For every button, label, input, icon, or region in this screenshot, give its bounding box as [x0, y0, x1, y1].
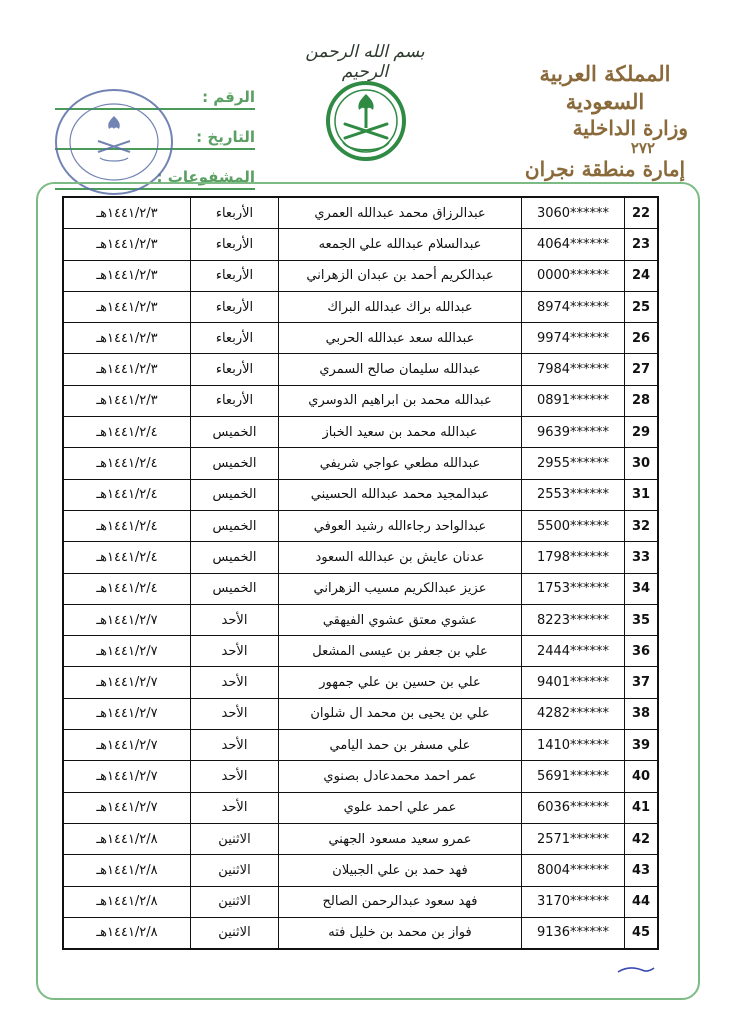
- ministry-code: ٢٧٢: [630, 139, 655, 157]
- national-id-cell: 2444******: [522, 636, 625, 667]
- basmala: بسم الله الرحمن الرحيم: [305, 42, 425, 82]
- person-name-cell: عمر علي احمد علوي: [279, 792, 522, 823]
- ref-attachments-label: المشفوعات :: [156, 168, 255, 186]
- national-id-cell: 3060******: [522, 197, 625, 229]
- national-id-cell: 8004******: [522, 855, 625, 886]
- hijri-date-cell: ١٤٤١/٢/٧هـ: [63, 636, 191, 667]
- table-row: [63, 260, 658, 291]
- day-name-cell: الأربعاء: [191, 260, 279, 291]
- national-id-cell: 3170******: [522, 886, 625, 917]
- person-name-cell: عبدالله سعد عبدالله الحربي: [279, 323, 522, 354]
- person-name-cell: عمر احمد محمدعادل بصنوي: [279, 761, 522, 792]
- table-row: [63, 823, 658, 854]
- day-name-cell: الأربعاء: [191, 291, 279, 322]
- day-name-cell: الأحد: [191, 667, 279, 698]
- national-id-cell: 2553******: [522, 479, 625, 510]
- national-id-cell: 5500******: [522, 510, 625, 541]
- table-row: [63, 855, 658, 886]
- national-id-cell: 6036******: [522, 792, 625, 823]
- hijri-date-cell: ١٤٤١/٢/٧هـ: [63, 792, 191, 823]
- hijri-date-cell: ١٤٤١/٢/٨هـ: [63, 823, 191, 854]
- row-number-cell: 25: [625, 291, 659, 322]
- hijri-date-cell: ١٤٤١/٢/٣هـ: [63, 385, 191, 416]
- row-number-cell: 27: [625, 354, 659, 385]
- row-number-cell: 41: [625, 792, 659, 823]
- ref-date-label: التاريخ :: [196, 128, 255, 146]
- ministry-title: وزارة الداخلية: [572, 116, 688, 140]
- table-row: [63, 792, 658, 823]
- person-name-cell: عبدالكريم أحمد بن عبدان الزهراني: [279, 260, 522, 291]
- row-number-cell: 34: [625, 573, 659, 604]
- day-name-cell: الأربعاء: [191, 229, 279, 260]
- day-name-cell: الخميس: [191, 479, 279, 510]
- row-number-cell: 22: [625, 197, 659, 229]
- table-row: [63, 417, 658, 448]
- national-id-cell: 4282******: [522, 698, 625, 729]
- row-number-cell: 24: [625, 260, 659, 291]
- row-number-cell: 28: [625, 385, 659, 416]
- hijri-date-cell: ١٤٤١/٢/٤هـ: [63, 417, 191, 448]
- table-row: [63, 448, 658, 479]
- table-row: [63, 636, 658, 667]
- national-id-cell: 2955******: [522, 448, 625, 479]
- national-id-cell: 9974******: [522, 323, 625, 354]
- national-id-cell: 9401******: [522, 667, 625, 698]
- row-number-cell: 39: [625, 730, 659, 761]
- row-number-cell: 36: [625, 636, 659, 667]
- national-id-cell: 9639******: [522, 417, 625, 448]
- hijri-date-cell: ١٤٤١/٢/٣هـ: [63, 291, 191, 322]
- signature-mark: [616, 964, 656, 976]
- row-number-cell: 29: [625, 417, 659, 448]
- day-name-cell: الأربعاء: [191, 354, 279, 385]
- hijri-date-cell: ١٤٤١/٢/٤هـ: [63, 479, 191, 510]
- row-number-cell: 26: [625, 323, 659, 354]
- person-name-cell: فواز بن محمد بن خليل فته: [279, 917, 522, 949]
- person-name-cell: عبدالله محمد بن سعيد الخباز: [279, 417, 522, 448]
- national-id-cell: 9136******: [522, 917, 625, 949]
- person-name-cell: علي مسفر بن حمد اليامي: [279, 730, 522, 761]
- table-row: [63, 385, 658, 416]
- table-row: [63, 197, 658, 229]
- national-id-cell: 8223******: [522, 604, 625, 635]
- row-number-cell: 23: [625, 229, 659, 260]
- kingdom-title: المملكة العربية السعودية: [539, 61, 671, 114]
- national-id-cell: 2571******: [522, 823, 625, 854]
- national-id-cell: 0891******: [522, 385, 625, 416]
- row-number-cell: 31: [625, 479, 659, 510]
- day-name-cell: الأحد: [191, 730, 279, 761]
- table-row: [63, 291, 658, 322]
- person-name-cell: عمرو سعيد مسعود الجهني: [279, 823, 522, 854]
- national-id-cell: 5691******: [522, 761, 625, 792]
- ministry-header: [500, 60, 710, 182]
- person-name-cell: عبدالمجيد محمد عبدالله الحسيني: [279, 479, 522, 510]
- hijri-date-cell: ١٤٤١/٢/٨هـ: [63, 917, 191, 949]
- table-row: [63, 479, 658, 510]
- hijri-date-cell: ١٤٤١/٢/٨هـ: [63, 855, 191, 886]
- day-name-cell: الاثنين: [191, 886, 279, 917]
- table-row: [63, 730, 658, 761]
- day-name-cell: الاثنين: [191, 917, 279, 949]
- person-name-cell: عبدالواحد رجاءالله رشيد العوفي: [279, 510, 522, 541]
- row-number-cell: 44: [625, 886, 659, 917]
- day-name-cell: الأربعاء: [191, 385, 279, 416]
- row-number-cell: 35: [625, 604, 659, 635]
- national-id-cell: 1798******: [522, 542, 625, 573]
- hijri-date-cell: ١٤٤١/٢/٣هـ: [63, 354, 191, 385]
- row-number-cell: 32: [625, 510, 659, 541]
- row-number-cell: 43: [625, 855, 659, 886]
- national-id-cell: 7984******: [522, 354, 625, 385]
- day-name-cell: الأحد: [191, 792, 279, 823]
- hijri-date-cell: ١٤٤١/٢/٣هـ: [63, 323, 191, 354]
- person-name-cell: عشوي معتق عشوي الفيهقي: [279, 604, 522, 635]
- day-name-cell: الخميس: [191, 542, 279, 573]
- table-row: [63, 510, 658, 541]
- emirate-title: إمارة منطقة نجران: [524, 157, 686, 181]
- table-row: [63, 604, 658, 635]
- day-name-cell: الأحد: [191, 698, 279, 729]
- table-row: [63, 229, 658, 260]
- hijri-date-cell: ١٤٤١/٢/٧هـ: [63, 761, 191, 792]
- table-row: [63, 573, 658, 604]
- person-name-cell: عزيز عبدالكريم مسيب الزهراني: [279, 573, 522, 604]
- hijri-date-cell: ١٤٤١/٢/٤هـ: [63, 542, 191, 573]
- hijri-date-cell: ١٤٤١/٢/٣هـ: [63, 229, 191, 260]
- national-id-cell: 0000******: [522, 260, 625, 291]
- table-row: [63, 323, 658, 354]
- person-name-cell: عبدالرزاق محمد عبدالله العمري: [279, 197, 522, 229]
- person-name-cell: علي بن جعفر بن عيسى المشعل: [279, 636, 522, 667]
- saudi-emblem-logo: [325, 80, 407, 162]
- row-number-cell: 30: [625, 448, 659, 479]
- table-row: [63, 667, 658, 698]
- day-name-cell: الأربعاء: [191, 197, 279, 229]
- table-row: [63, 917, 658, 949]
- person-name-cell: عبدالسلام عبدالله علي الجمعه: [279, 229, 522, 260]
- day-name-cell: الخميس: [191, 448, 279, 479]
- day-name-cell: الخميس: [191, 417, 279, 448]
- table-row: [63, 886, 658, 917]
- person-name-cell: فهد سعود عبدالرحمن الصالح: [279, 886, 522, 917]
- day-name-cell: الاثنين: [191, 823, 279, 854]
- day-name-cell: الأربعاء: [191, 323, 279, 354]
- hijri-date-cell: ١٤٤١/٢/٤هـ: [63, 573, 191, 604]
- day-name-cell: الخميس: [191, 510, 279, 541]
- person-name-cell: عبدالله مطعي عواجي شريفي: [279, 448, 522, 479]
- candidates-table: [62, 196, 659, 950]
- person-name-cell: علي بن يحيى بن محمد ال شلوان: [279, 698, 522, 729]
- table-row: [63, 698, 658, 729]
- day-name-cell: الاثنين: [191, 855, 279, 886]
- person-name-cell: عبدالله سليمان صالح السمري: [279, 354, 522, 385]
- person-name-cell: عدنان عايش بن عبدالله السعود: [279, 542, 522, 573]
- table-row: [63, 354, 658, 385]
- hijri-date-cell: ١٤٤١/٢/٧هـ: [63, 730, 191, 761]
- row-number-cell: 40: [625, 761, 659, 792]
- row-number-cell: 42: [625, 823, 659, 854]
- day-name-cell: الأحد: [191, 761, 279, 792]
- national-id-cell: 8974******: [522, 291, 625, 322]
- hijri-date-cell: ١٤٤١/٢/٧هـ: [63, 698, 191, 729]
- hijri-date-cell: ١٤٤١/٢/٧هـ: [63, 604, 191, 635]
- row-number-cell: 45: [625, 917, 659, 949]
- row-number-cell: 33: [625, 542, 659, 573]
- table-row: [63, 542, 658, 573]
- hijri-date-cell: ١٤٤١/٢/٣هـ: [63, 260, 191, 291]
- national-id-cell: 1753******: [522, 573, 625, 604]
- day-name-cell: الأحد: [191, 636, 279, 667]
- hijri-date-cell: ١٤٤١/٢/٣هـ: [63, 197, 191, 229]
- national-id-cell: 1410******: [522, 730, 625, 761]
- table-row: [63, 761, 658, 792]
- day-name-cell: الخميس: [191, 573, 279, 604]
- hijri-date-cell: ١٤٤١/٢/٤هـ: [63, 448, 191, 479]
- national-id-cell: 4064******: [522, 229, 625, 260]
- hijri-date-cell: ١٤٤١/٢/٨هـ: [63, 886, 191, 917]
- hijri-date-cell: ١٤٤١/٢/٧هـ: [63, 667, 191, 698]
- hijri-date-cell: ١٤٤١/٢/٤هـ: [63, 510, 191, 541]
- day-name-cell: الأحد: [191, 604, 279, 635]
- row-number-cell: 38: [625, 698, 659, 729]
- person-name-cell: علي بن حسين بن علي جمهور: [279, 667, 522, 698]
- ref-number-label: الرقم :: [202, 88, 255, 106]
- person-name-cell: عبدالله براك عبدالله البراك: [279, 291, 522, 322]
- person-name-cell: فهد حمد بن علي الجبيلان: [279, 855, 522, 886]
- person-name-cell: عبدالله محمد بن ابراهيم الدوسري: [279, 385, 522, 416]
- row-number-cell: 37: [625, 667, 659, 698]
